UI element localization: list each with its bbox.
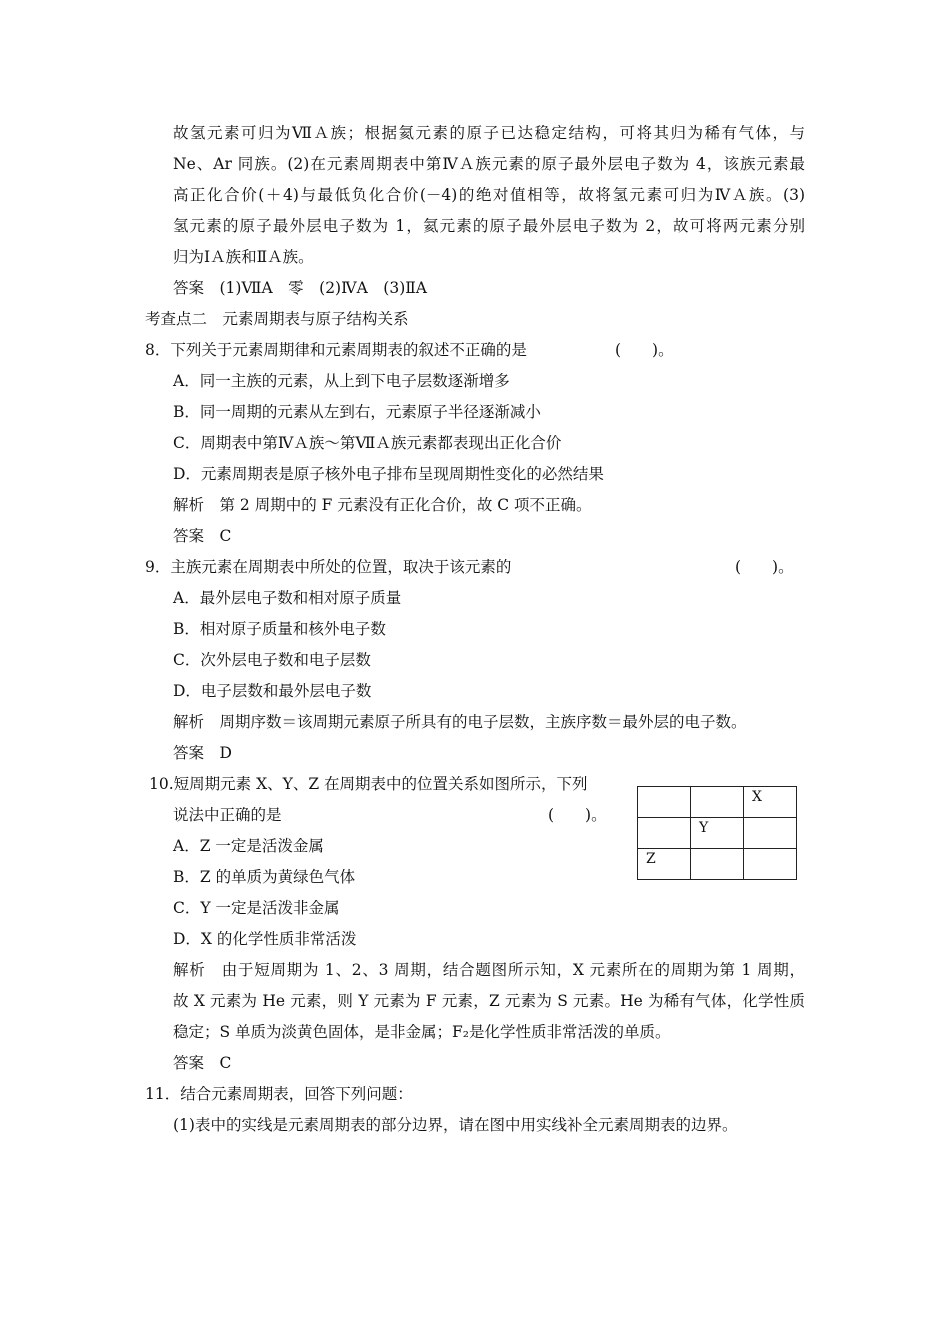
grid-cell-label: Z <box>646 851 656 867</box>
q8-option-d: D．元素周期表是原子核外电子排布呈现周期性变化的必然结果 <box>173 465 604 483</box>
q11-sub-1: (1)表中的实线是元素周期表的部分边界，请在图中用实线补全元素周期表的边界。 <box>173 1116 738 1134</box>
grid-cell <box>691 787 744 818</box>
q8-stem: 8．下列关于元素周期律和元素周期表的叙述不正确的是 <box>145 341 527 359</box>
q10-answer: 答案 C <box>173 1054 232 1072</box>
grid-cell-y <box>691 818 744 849</box>
grid-cell <box>638 818 691 849</box>
periodic-position-grid <box>637 786 797 880</box>
grid-cell-label: X <box>752 789 762 805</box>
q8-option-b: B．同一周期的元素从左到右，元素原子半径逐渐减小 <box>173 403 541 421</box>
q9-option-d: D．电子层数和最外层电子数 <box>173 682 372 700</box>
q10-stem-line-2: 说法中正确的是 <box>173 806 282 824</box>
q10-option-d: D．X 的化学性质非常活泼 <box>173 930 357 948</box>
grid-cell-label: Y <box>699 820 709 836</box>
q10-analysis-line-2: 故 X 元素为 He 元素，则 Y 元素为 F 元素，Z 元素为 S 元素。He 为稀有气体，化学性质 <box>173 992 805 1010</box>
q9-option-a: A．最外层电子数和相对原子质量 <box>173 589 402 607</box>
q8-option-a: A．同一主族的元素，从上到下电子层数逐渐增多 <box>173 372 510 390</box>
q9-analysis: 解析 周期序数＝该周期元素原子所具有的电子层数，主族序数＝最外层的电子数。 <box>173 713 747 731</box>
q10-option-a: A．Z 一定是活泼金属 <box>173 837 324 855</box>
q9-stem: 9．主族元素在周期表中所处的位置，取决于该元素的 <box>145 558 512 576</box>
q10-analysis-line-1: 解析 由于短周期为 1、2、3 周期，结合题图所示知，X 元素所在的周期为第 1 周期， <box>173 961 805 979</box>
grid-cell <box>638 787 691 818</box>
q9-option-c: C．次外层电子数和电子层数 <box>173 651 371 669</box>
grid-row <box>638 818 797 849</box>
q8-blank: ( )。 <box>615 341 674 359</box>
grid-cell <box>691 849 744 880</box>
q8-option-c: C．周期表中第ⅣＡ族～第ⅦＡ族元素都表现出正化合价 <box>173 434 562 452</box>
q10-analysis-line-3: 稳定；S 单质为淡黄色固体，是非金属；F₂是化学性质非常活泼的单质。 <box>173 1023 671 1041</box>
grid-cell <box>744 818 797 849</box>
intro-line-1: 故氢元素可归为ⅦＡ族；根据氦元素的原子已达稳定结构，可将其归为稀有气体，与 <box>173 124 805 142</box>
grid-row <box>638 787 797 818</box>
q9-blank: ( )。 <box>735 558 794 576</box>
grid-cell-x <box>744 787 797 818</box>
q11-stem: 11．结合元素周期表，回答下列问题： <box>145 1085 413 1103</box>
q10-option-b: B．Z 的单质为黄绿色气体 <box>173 868 356 886</box>
grid-row <box>638 849 797 880</box>
intro-line-5: 归为ⅠＡ族和ⅡＡ族。 <box>173 248 314 266</box>
q10-blank: ( )。 <box>548 806 607 824</box>
answer-7: 答案 (1)ⅦA 零 (2)ⅣA (3)ⅡA <box>173 279 427 297</box>
grid-cell <box>744 849 797 880</box>
intro-line-4: 氢元素的原子最外层电子数为 1，氦元素的原子最外层电子数为 2，故可将两元素分别 <box>173 217 805 235</box>
q9-answer: 答案 D <box>173 744 232 762</box>
q8-answer: 答案 C <box>173 527 232 545</box>
q10-option-c: C．Y 一定是活泼非金属 <box>173 899 340 917</box>
intro-line-2: Ne、Ar 同族。(2)在元素周期表中第ⅣＡ族元素的原子最外层电子数为 4，该族元素最 <box>173 155 805 173</box>
grid-cell-z <box>638 849 691 880</box>
section-title: 考查点二 元素周期表与原子结构关系 <box>145 310 409 328</box>
q8-analysis: 解析 第 2 周期中的 F 元素没有正化合价，故 C 项不正确。 <box>173 496 592 514</box>
q9-option-b: B．相对原子质量和核外电子数 <box>173 620 386 638</box>
intro-line-3: 高正化合价(＋4)与最低负化合价(－4)的绝对值相等，故将氢元素可归为ⅣＡ族。(3) <box>173 186 805 204</box>
q10-stem-line-1: 10.短周期元素 X、Y、Z 在周期表中的位置关系如图所示，下列 <box>149 775 588 793</box>
